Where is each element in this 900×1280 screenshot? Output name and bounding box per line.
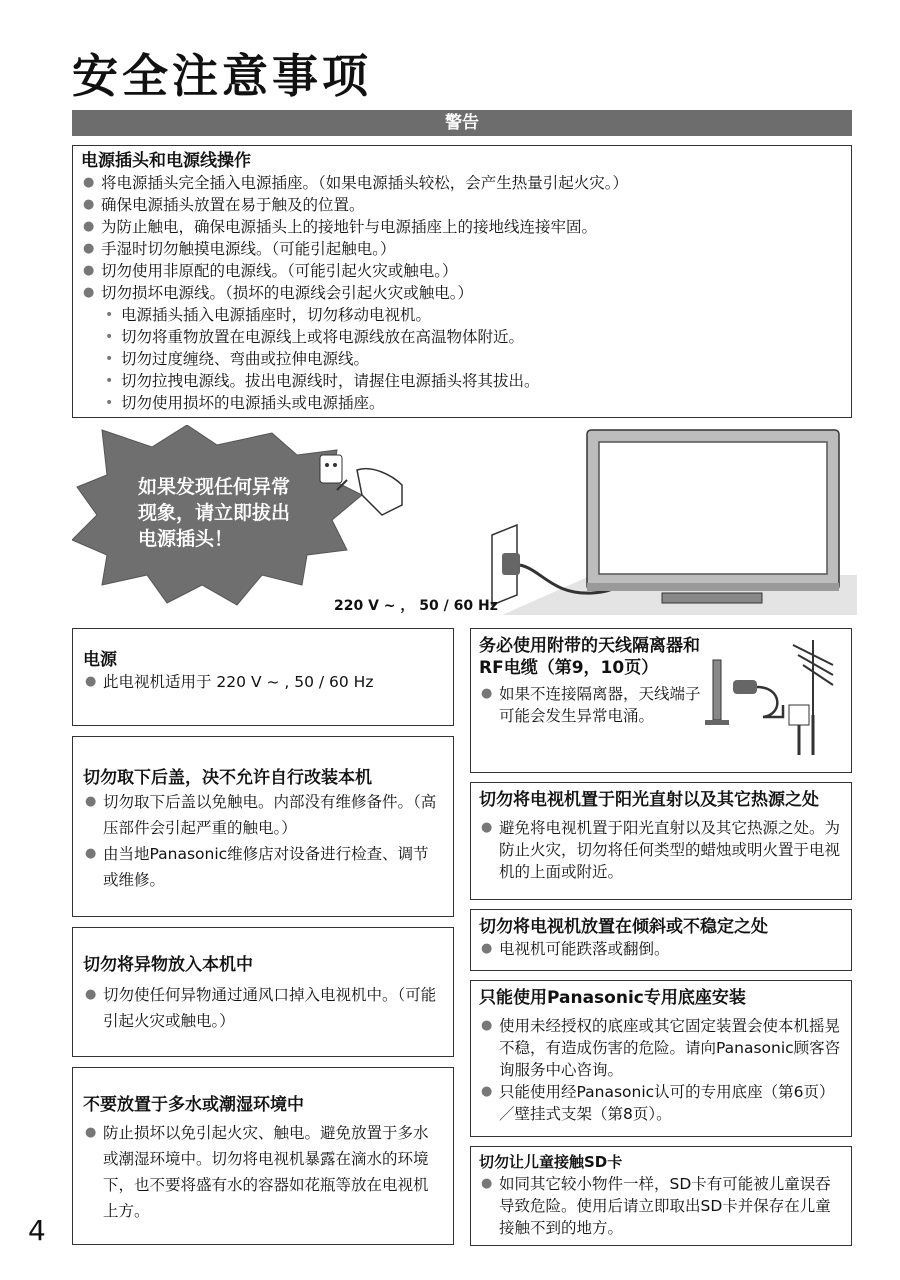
list-item: ● 由当地Panasonic维修店对设备进行检查、调节或维修。 <box>83 841 443 893</box>
list-item: ● 只能使用经Panasonic认可的专用底座（第6页）／壁挂式支架（第8页）。 <box>479 1081 843 1125</box>
section-heading: 不要放置于多水或潮湿环境中 <box>83 1095 304 1115</box>
isolator-icon <box>733 680 757 694</box>
list-item: ● 手湿时切勿触摸电源线。（可能引起触电。） <box>81 238 843 260</box>
section-heading: 电源 <box>83 650 117 670</box>
moisture-section <box>72 1067 454 1245</box>
list-item: ● 避免将电视机置于阳光直射以及其它热源之处。为防止火灾，切勿将任何类型的蜡烛或明火置于电视机的上面或附近。 <box>479 817 843 883</box>
sub-list-item: • 电源插头插入电源插座时，切勿移动电视机。 <box>81 304 843 326</box>
heat-source-section <box>470 782 852 900</box>
tv-icon <box>587 430 839 603</box>
foreign-objects-section <box>72 927 454 1057</box>
unstable-surface-section <box>470 909 852 971</box>
antenna-isolator-section <box>470 628 852 773</box>
section-heading: 切勿将电视机放置在倾斜或不稳定之处 <box>479 917 768 937</box>
list-item: ● 电视机可能跌落或翻倒。 <box>479 938 843 960</box>
section-heading: 切勿让儿童接触SD卡 <box>479 1153 623 1171</box>
section-heading: 只能使用Panasonic专用底座安装 <box>479 988 746 1008</box>
list-item: ● 如同其它较小物件一样，SD卡有可能被儿童误吞导致危险。使用后请立即取出SD卡并保存在儿童接触不到的地方。 <box>479 1173 843 1239</box>
sub-list-item: • 切勿将重物放置在电源线上或将电源线放在高温物体附近。 <box>81 326 843 348</box>
sd-card-section <box>470 1146 852 1246</box>
power-spec-section <box>72 628 454 726</box>
section-heading: 务必使用附带的天线隔离器和RF电缆（第9，10页） <box>479 636 700 678</box>
list-item: ● 如果不连接隔离器，天线端子可能会发生异常电涌。 <box>479 683 701 727</box>
sub-list-item: • 切勿使用损坏的电源插头或电源插座。 <box>81 392 843 414</box>
sub-list-item: • 切勿过度缠绕、弯曲或拉伸电源线。 <box>81 348 843 370</box>
page-number: 4 <box>28 1214 46 1247</box>
antenna-connection-illustration <box>703 635 843 765</box>
list-item: ● 使用未经授权的底座或其它固定装置会使本机摇晃不稳，有造成伤害的危险。请向Panasonic顾客咨询服务中心咨询。 <box>479 1015 843 1081</box>
unplug-illustration <box>72 425 857 620</box>
page-title: 安全注意事项 <box>72 49 372 103</box>
burst-line-2: 现象，请立即拔出 <box>138 502 291 524</box>
warning-banner: 警告 <box>72 110 852 136</box>
list-item: ● 切勿使用非原配的电源线。（可能引起火灾或触电。） <box>81 260 843 282</box>
sub-list-item: • 切勿拉拽电源线。拔出电源线时，请握住电源插头将其拔出。 <box>81 370 843 392</box>
tv-side-icon <box>713 660 721 720</box>
list-item: ● 切勿取下后盖以免触电。内部没有维修备件。（高压部件会引起严重的触电。） <box>83 789 443 841</box>
section-heading: 切勿取下后盖，决不允许自行改装本机 <box>83 768 372 788</box>
list-item: ● 此电视机适用于 220 V ~ , 50 / 60 Hz <box>83 671 443 693</box>
section-heading: 切勿将电视机置于阳光直射以及其它热源之处 <box>479 790 819 810</box>
voltage-label: 220 V ~ ， 50 / 60 Hz <box>334 598 498 614</box>
list-item: ● 为防止触电，确保电源插头上的接地针与电源插座上的接地线连接牢固。 <box>81 216 843 238</box>
section-heading: 电源插头和电源线操作 <box>81 151 251 171</box>
back-cover-section <box>72 736 454 917</box>
list-item: ● 将电源插头完全插入电源插座。（如果电源插头较松，会产生热量引起火灾。） <box>81 172 843 194</box>
stand-section <box>470 980 852 1137</box>
list-item: ● 确保电源插头放置在易于触及的位置。 <box>81 194 843 216</box>
list-item: ● 防止损坏以免引起火灾、触电。避免放置于多水或潮湿环境中。切勿将电视机暴露在滴水的环境下，也不要将盛有水的容器如花瓶等放在电视机上方。 <box>83 1120 443 1224</box>
wall-outlet-icon <box>492 525 520 605</box>
burst-line-1: 如果发现任何异常 <box>138 476 291 498</box>
section-heading: 切勿将异物放入本机中 <box>83 955 253 975</box>
burst-line-3: 电源插头！ <box>138 528 234 550</box>
list-item: ● 切勿使任何异物通过通风口掉入电视机中。（可能引起火灾或触电。） <box>83 982 443 1034</box>
power-handling-section <box>72 145 852 418</box>
list-item: ● 切勿损坏电源线。（损坏的电源线会引起火灾或触电。） <box>81 282 843 304</box>
